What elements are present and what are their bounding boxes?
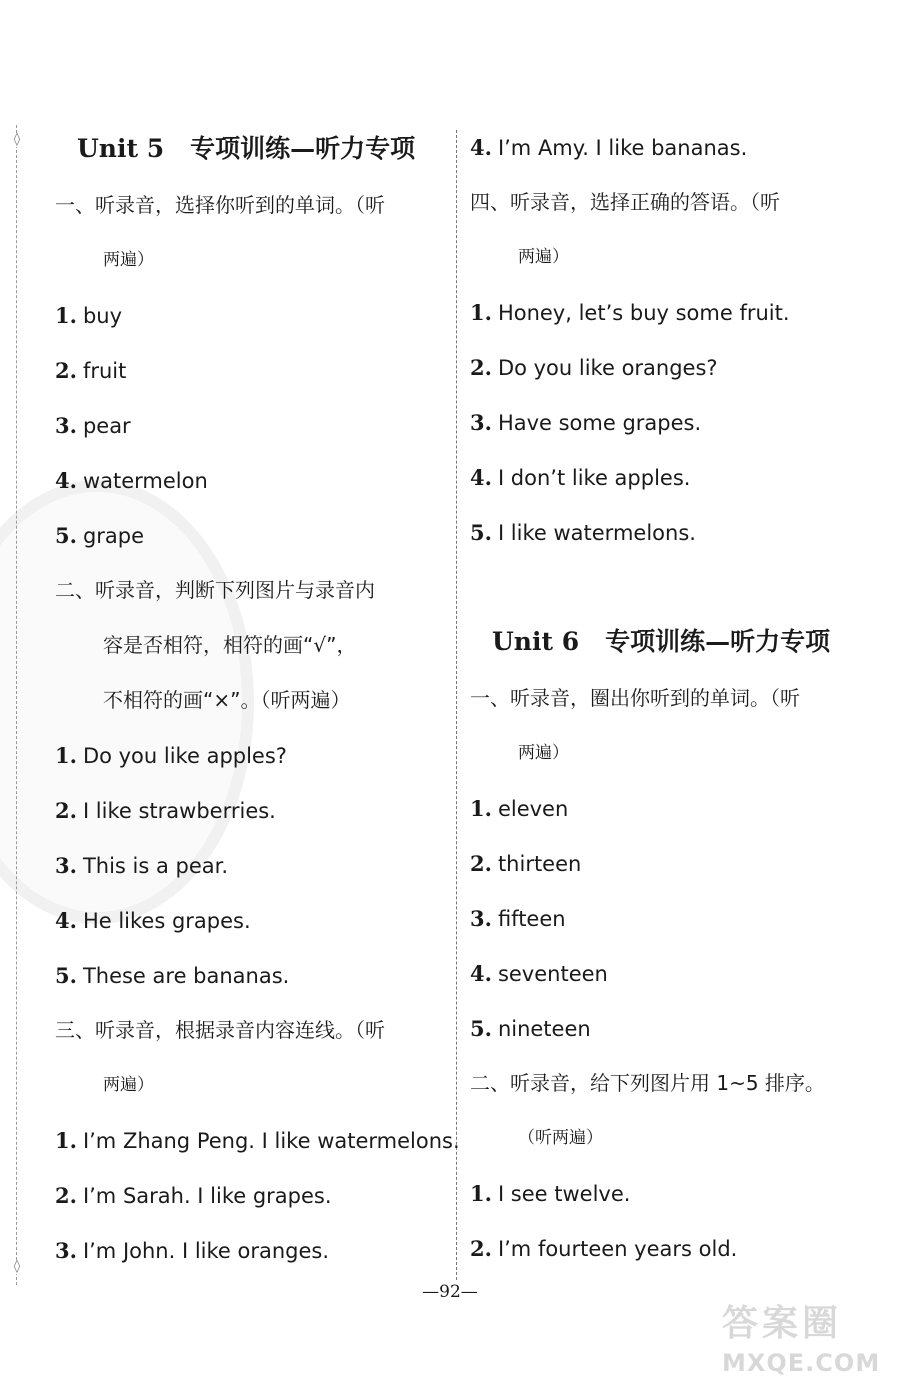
list-item: 3. This is a pear.: [55, 853, 229, 878]
site-watermark-logo: 答案圈 MXQE.COM: [722, 1303, 881, 1377]
unit-heading: 专项训练—听力专项: [605, 627, 831, 656]
section-heading: 二、听录音，给下列图片用 1~5 排序。: [470, 1071, 825, 1095]
list-item: 4. seventeen: [470, 961, 608, 986]
unit-label: Unit 6: [492, 627, 580, 656]
list-item: 3. I’m John. I like oranges.: [55, 1238, 330, 1263]
list-item: 2. I’m Sarah. I like grapes.: [55, 1183, 332, 1208]
list-item: 1. buy: [55, 303, 123, 328]
list-item: 1. I see twelve.: [470, 1181, 631, 1206]
section-heading-continued: 两遍）: [103, 1075, 154, 1095]
list-item: 4. He likes grapes.: [55, 908, 251, 933]
list-item: 5. These are bananas.: [55, 963, 290, 988]
binding-line: [16, 125, 17, 1285]
unit-heading: 专项训练—听力专项: [190, 134, 416, 163]
list-item: 5. I like watermelons.: [470, 520, 696, 545]
section-heading-continued: 两遍）: [518, 743, 569, 763]
list-item: 2. fruit: [55, 358, 127, 383]
column-divider: [456, 130, 457, 1280]
list-item: 1. Do you like apples?: [55, 743, 287, 768]
list-item: 1. I’m Zhang Peng. I like watermelons.: [55, 1128, 460, 1153]
list-item: 4. I’m Amy. I like bananas.: [470, 135, 748, 160]
list-item: 5. nineteen: [470, 1016, 591, 1041]
unit-label: Unit 5: [77, 134, 165, 163]
section-heading: 四、听录音，选择正确的答语。（听: [470, 190, 780, 214]
list-item: 4. watermelon: [55, 468, 208, 493]
section-heading-continued: 两遍）: [518, 247, 569, 267]
list-item: 4. I don’t like apples.: [470, 465, 691, 490]
list-item: 1. eleven: [470, 796, 569, 821]
right-column: [470, 120, 870, 1276]
unit-6-title: [470, 613, 870, 671]
list-item: 2. Do you like oranges?: [470, 355, 718, 380]
section-heading: 一、听录音，选择你听到的单词。（听: [55, 193, 385, 217]
binding-margin: [10, 125, 24, 1285]
section-heading-continued: 容是否相符，相符的画“√”，: [103, 633, 357, 657]
binding-knot-icon: ◊: [10, 133, 24, 147]
section-heading-continued: 不相符的画“×”。（听两遍）: [103, 688, 351, 712]
list-item: 2. thirteen: [470, 851, 582, 876]
list-item: 3. pear: [55, 413, 131, 438]
section-heading: 三、听录音，根据录音内容连线。（听: [55, 1018, 385, 1042]
left-column: [55, 120, 460, 1278]
list-item: 2. I’m fourteen years old.: [470, 1236, 738, 1261]
section-heading: 二、听录音，判断下列图片与录音内: [55, 578, 375, 602]
section-heading-continued: （听两遍）: [518, 1128, 603, 1148]
section-heading-continued: 两遍）: [103, 250, 154, 270]
list-item: 2. I like strawberries.: [55, 798, 276, 823]
page-number: —92—: [422, 1282, 478, 1302]
unit-5-title: [55, 120, 450, 178]
list-item: 5. grape: [55, 523, 145, 548]
list-item: 3. Have some grapes.: [470, 410, 702, 435]
list-item: 3. fifteen: [470, 906, 566, 931]
binding-knot-icon: ◊: [10, 1260, 24, 1274]
section-heading: 一、听录音，圈出你听到的单词。（听: [470, 686, 800, 710]
list-item: 1. Honey, let’s buy some fruit.: [470, 300, 790, 325]
